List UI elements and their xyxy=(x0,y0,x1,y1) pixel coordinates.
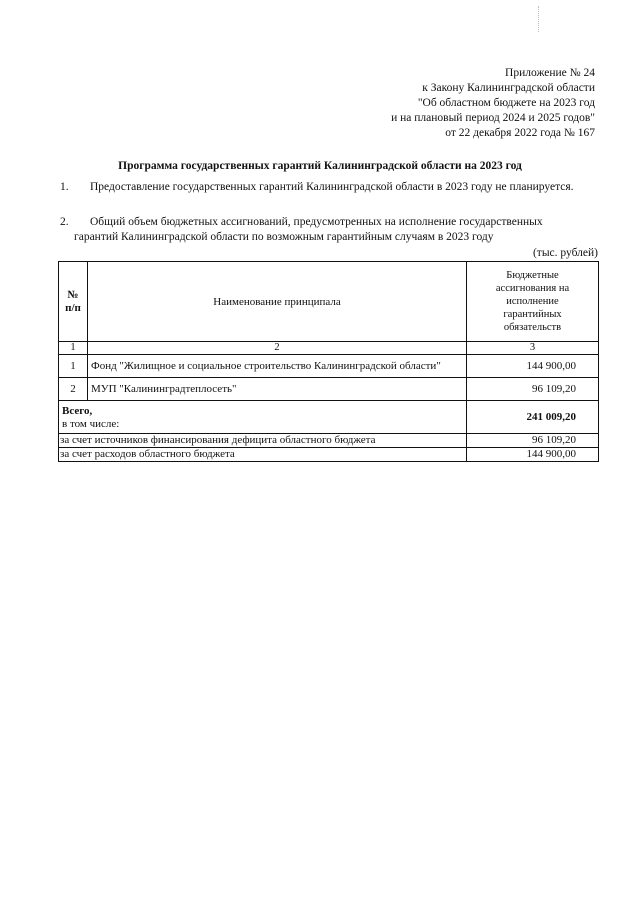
appendix-line: Приложение № 24 xyxy=(505,67,595,79)
source-row xyxy=(59,434,599,448)
total-label: Всего, в том числе: xyxy=(59,401,467,434)
paragraph-text: Предоставление государственных гарантий Калининградской области в 2023 году не планируется. xyxy=(90,181,574,193)
appendix-line: "Об областном бюджете на 2023 год xyxy=(417,97,595,109)
appendix-line: от 22 декабря 2022 года № 167 xyxy=(445,127,595,139)
total-row xyxy=(59,401,599,434)
appendix-header xyxy=(391,66,595,141)
source-amount: 96 109,20 xyxy=(467,434,599,448)
row-name: МУП "Калининградтеплосеть" xyxy=(88,378,467,401)
column-number: 3 xyxy=(467,342,599,355)
unit-label: (тыс. рублей) xyxy=(532,247,598,259)
header-name: Наименование принципала xyxy=(88,262,467,342)
paragraph-text-continued: гарантий Калининградской области по возможным гарантийным случаям в 2023 году xyxy=(74,231,494,243)
scan-mark xyxy=(538,6,540,32)
header-amount: Бюджетные ассигнования на исполнение гарантийных обязательств xyxy=(467,262,599,342)
appendix-line: и на плановый период 2024 и 2025 годов" xyxy=(391,112,595,124)
paragraph-text: Общий объем бюджетных ассигнований, предусмотренных на исполнение государственных xyxy=(90,216,543,228)
row-num: 2 xyxy=(59,378,88,401)
document-title: Программа государственных гарантий Калининградской области на 2023 год xyxy=(118,160,522,172)
total-amount: 241 009,20 xyxy=(467,401,599,434)
source-name: за счет источников финансирования дефицита областного бюджета xyxy=(59,434,467,448)
source-name: за счет расходов областного бюджета xyxy=(59,448,467,462)
row-amount: 96 109,20 xyxy=(467,378,599,401)
row-name: Фонд "Жилищное и социальное строительство Калининградской области" xyxy=(88,355,467,378)
column-number: 2 xyxy=(88,342,467,355)
column-number: 1 xyxy=(59,342,88,355)
source-row xyxy=(59,448,599,462)
source-amount: 144 900,00 xyxy=(467,448,599,462)
paragraph-number: 1. xyxy=(60,181,69,193)
paragraph-number: 2. xyxy=(60,216,69,228)
row-amount: 144 900,00 xyxy=(467,355,599,378)
table-header-row xyxy=(59,262,599,342)
appendix-line: к Закону Калининградской области xyxy=(422,82,595,94)
header-num: № п/п xyxy=(59,262,88,342)
table-row xyxy=(59,355,599,378)
row-num: 1 xyxy=(59,355,88,378)
table-row xyxy=(59,378,599,401)
guarantees-table xyxy=(58,261,599,462)
column-number-row xyxy=(59,342,599,355)
